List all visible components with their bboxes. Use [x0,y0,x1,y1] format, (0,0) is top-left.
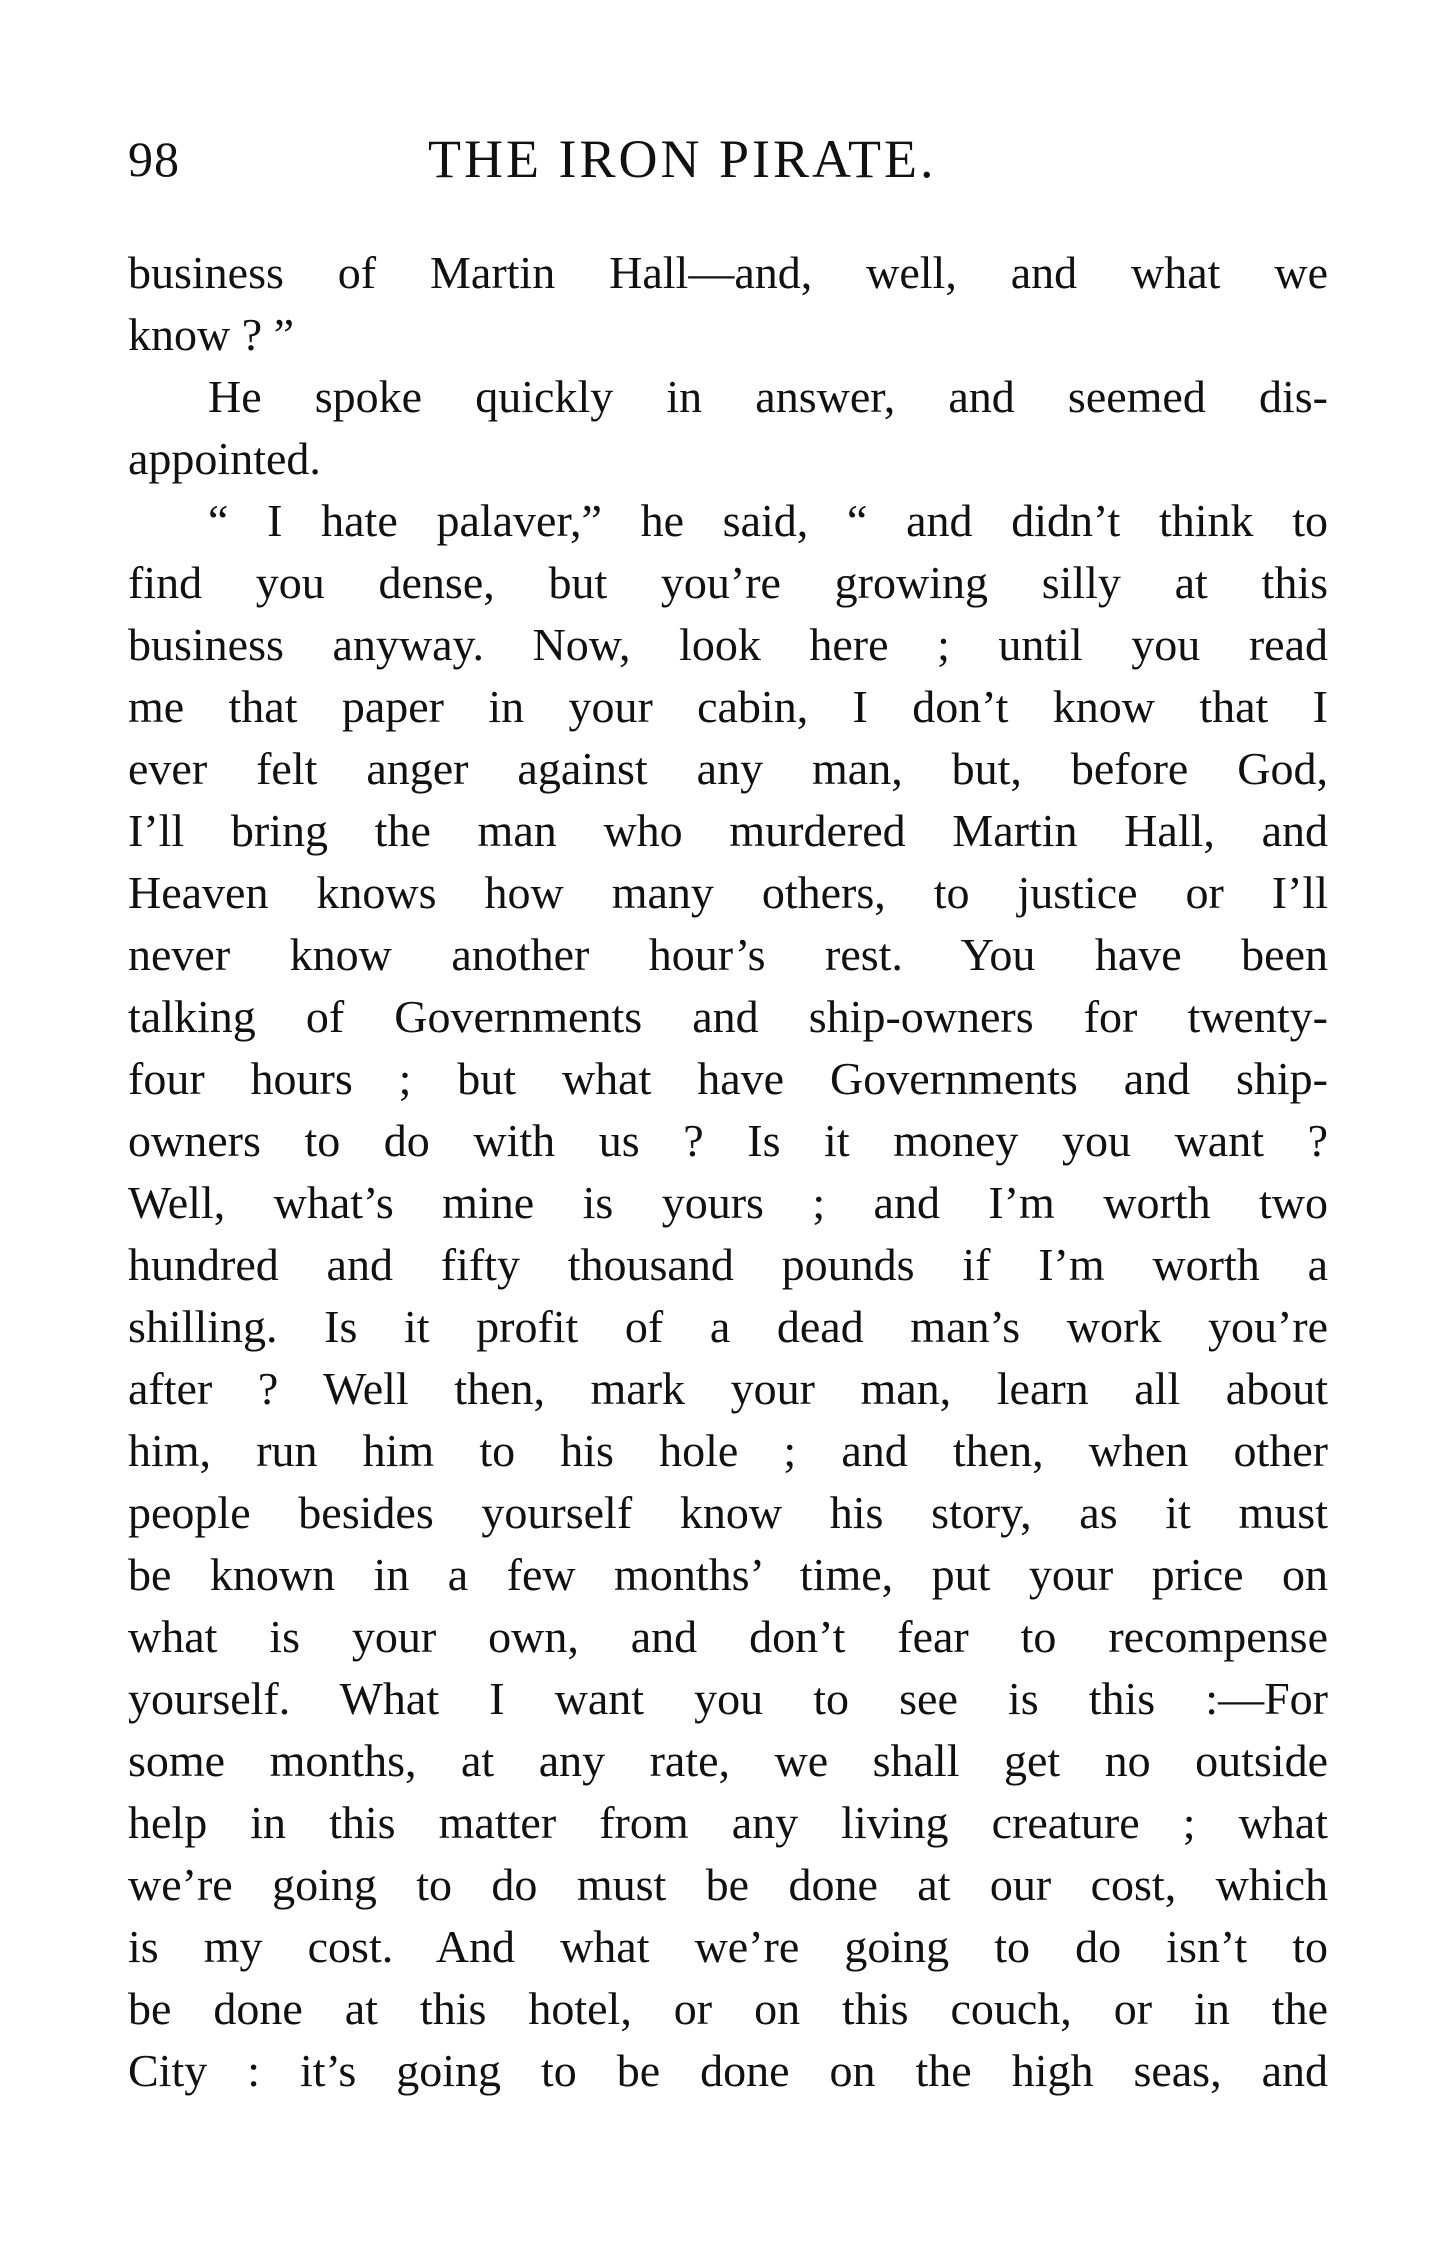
text-line: yourself. What I want you to see is this :—For [128,1673,1328,1724]
body-text [128,242,1328,2102]
text-line: know ? ” [128,309,295,360]
text-line: business anyway. Now, look here ; until you read [128,619,1328,670]
text-line: Heaven knows how many others, to justice or I’ll [128,867,1328,918]
text-line: never know another hour’s rest. You have been [128,929,1328,980]
text-line: after ? Well then, mark your man, learn all about [128,1363,1328,1414]
page-header [128,120,1328,200]
text-line: hundred and fifty thousand pounds if I’m worth a [128,1239,1328,1290]
text-line: him, run him to his hole ; and then, when other [128,1425,1328,1476]
text-line: people besides yourself know his story, as it must [128,1487,1328,1538]
text-line: some months, at any rate, we shall get no outside [128,1735,1328,1786]
text-line: ever felt anger against any man, but, before God, [128,743,1328,794]
text-line: City : it’s going to be done on the high seas, and [128,2045,1328,2096]
text-line: be known in a few months’ time, put your price on [128,1549,1328,1600]
text-line: He spoke quickly in answer, and seemed dis- [208,371,1328,422]
text-line: owners to do with us ? Is it money you want ? [128,1115,1328,1166]
text-line: shilling. Is it profit of a dead man’s work you’re [128,1301,1328,1352]
text-line: I’ll bring the man who murdered Martin Hall, and [128,805,1328,856]
text-line: appointed. [128,433,321,484]
text-line: Well, what’s mine is yours ; and I’m worth two [128,1177,1328,1228]
text-line: four hours ; but what have Governments and ship- [128,1053,1328,1104]
page-number: 98 [128,131,180,187]
text-line: business of Martin Hall—and, well, and what we [128,247,1328,298]
running-title: THE IRON PIRATE. [428,129,937,189]
text-line: is my cost. And what we’re going to do isn’t to [128,1921,1328,1972]
text-line: help in this matter from any living creature ; what [128,1797,1328,1848]
text-line: we’re going to do must be done at our cost, which [128,1859,1328,1910]
text-line: me that paper in your cabin, I don’t know that I [128,681,1328,732]
book-page [128,120,1328,2102]
text-line: talking of Governments and ship-owners for twenty- [128,991,1328,1042]
text-line: what is your own, and don’t fear to recompense [128,1611,1328,1662]
text-line: be done at this hotel, or on this couch, or in the [128,1983,1328,2034]
text-line: “ I hate palaver,” he said, “ and didn’t think to [208,495,1328,546]
text-line: find you dense, but you’re growing silly at this [128,557,1328,608]
